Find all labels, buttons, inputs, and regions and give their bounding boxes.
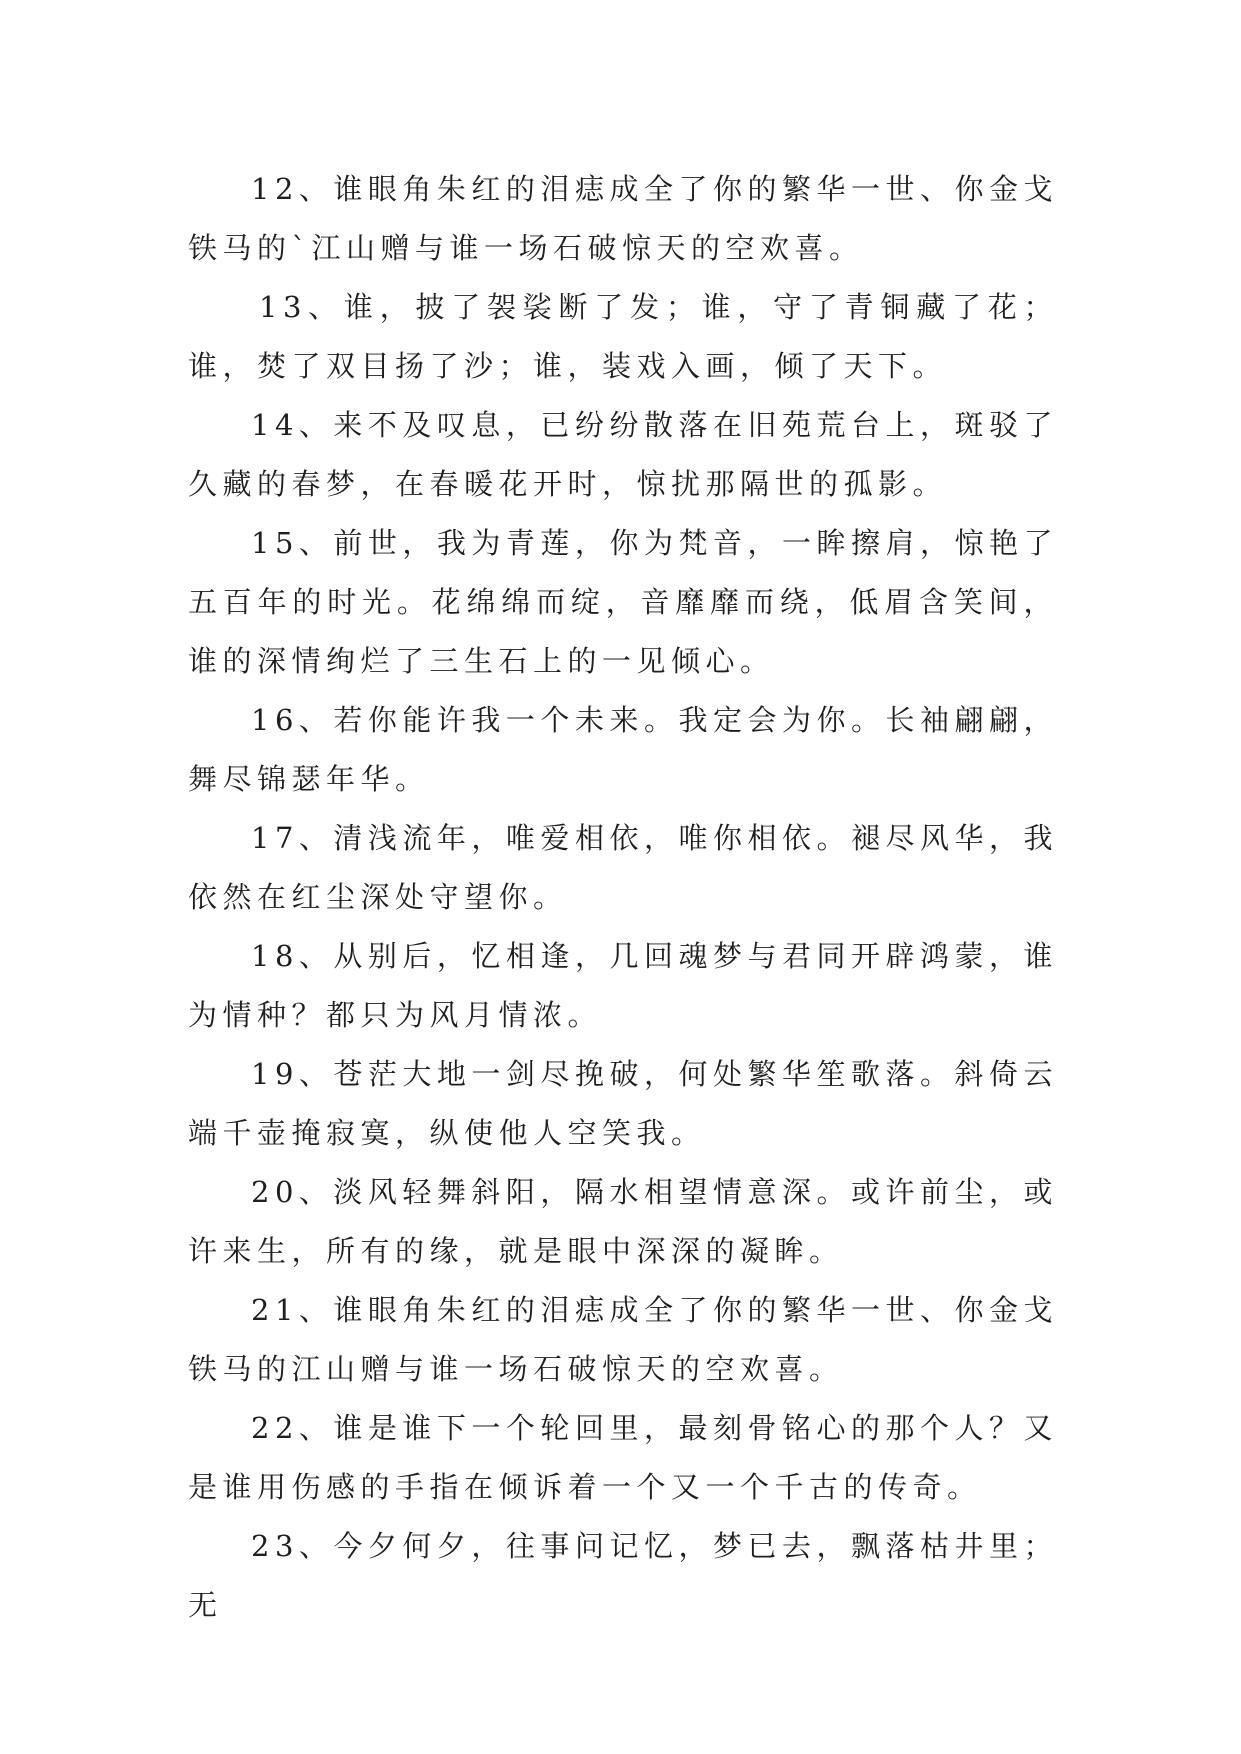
- paragraph-21: 21、谁眼角朱红的泪痣成全了你的繁华一世、你金戈铁马的江山赠与谁一场石破惊天的空欢喜。: [188, 1293, 1058, 1386]
- paragraph-15: 15、前世，我为青莲，你为梵音，一眸擦肩，惊艳了五百年的时光。花绵绵而绽，音靡靡而绕，低眉含笑间，谁的深情绚烂了三生石上的一见倾心。: [188, 526, 1058, 678]
- paragraph-18: 18、从别后，忆相逢，几回魂梦与君同开辟鸿蒙，谁为情种？都只为风月情浓。: [188, 939, 1058, 1032]
- paragraph-23: 23、今夕何夕，往事问记忆，梦已去，飘落枯井里；无: [188, 1529, 1058, 1622]
- paragraph-12: 12、谁眼角朱红的泪痣成全了你的繁华一世、你金戈铁马的`江山赠与谁一场石破惊天的空欢喜。: [188, 172, 1058, 265]
- paragraph-13: 13、谁，披了袈裟断了发；谁，守了青铜藏了花；谁，焚了双目扬了沙；谁，装戏入画，倾了天下。: [188, 290, 1058, 383]
- paragraph-16: 16、若你能许我一个未来。我定会为你。长袖翩翩，舞尽锦瑟年华。: [188, 703, 1058, 796]
- paragraph-14: 14、来不及叹息，已纷纷散落在旧苑荒台上，斑驳了久藏的春梦，在春暖花开时，惊扰那隔世的孤影。: [188, 408, 1058, 501]
- document-body: [188, 160, 1058, 1635]
- paragraph-20: 20、淡风轻舞斜阳，隔水相望情意深。或许前尘，或许来生，所有的缘，就是眼中深深的凝眸。: [188, 1175, 1058, 1268]
- paragraph-22: 22、谁是谁下一个轮回里，最刻骨铭心的那个人？又是谁用伤感的手指在倾诉着一个又一个千古的传奇。: [188, 1411, 1058, 1504]
- paragraph-19: 19、苍茫大地一剑尽挽破，何处繁华笙歌落。斜倚云端千壶掩寂寞，纵使他人空笑我。: [188, 1057, 1058, 1150]
- paragraph-17: 17、清浅流年，唯爱相依，唯你相依。褪尽风华，我依然在红尘深处守望你。: [188, 821, 1058, 914]
